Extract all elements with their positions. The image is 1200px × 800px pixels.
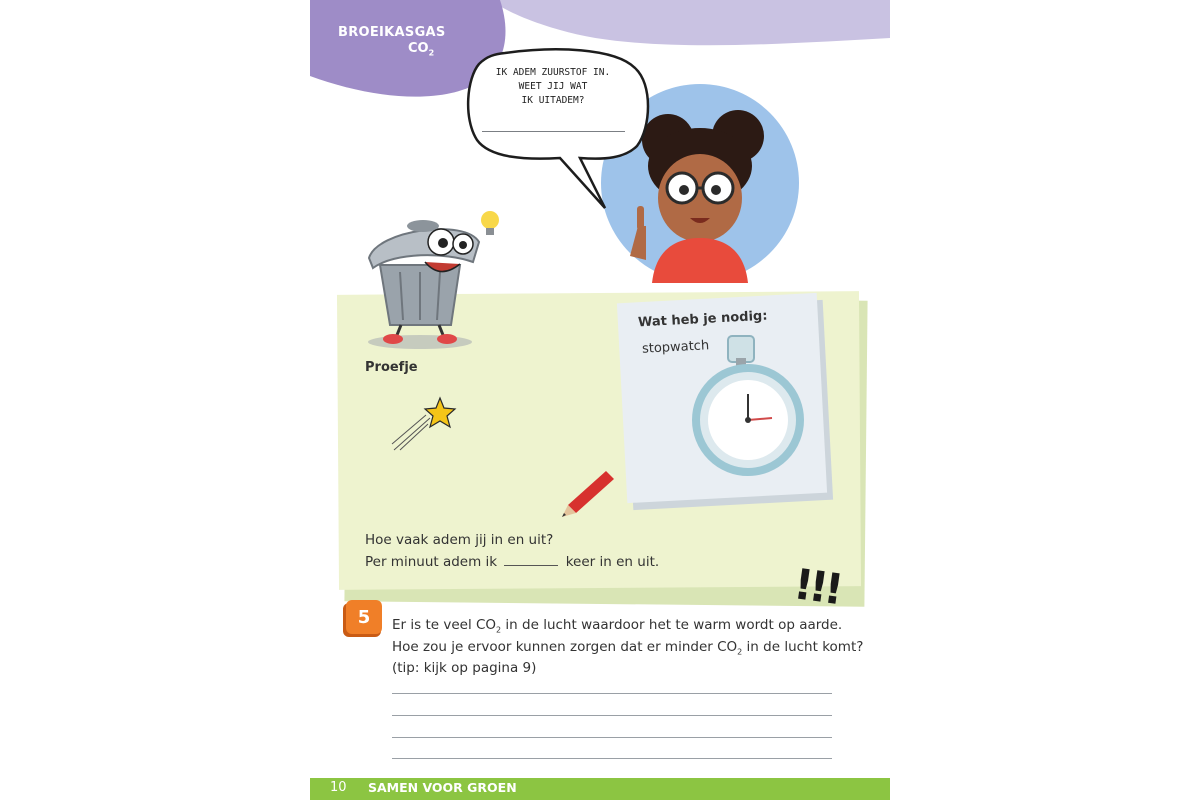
speech-line-3: IK UITADEM? — [521, 95, 585, 106]
answer-suffix: keer in en uit. — [565, 554, 660, 570]
answer-line-2[interactable] — [392, 715, 832, 716]
experiment-answer-row — [365, 554, 659, 570]
needs-item: stopwatch — [641, 338, 710, 357]
pencil-icon — [558, 465, 618, 520]
exclamation-marks: !!! — [790, 559, 843, 614]
header-title: BROEIKASGAS — [338, 25, 446, 40]
task-line-2: Hoe zou je ervoor kunnen zorgen dat er minder $CO_2$ in de lucht komt? — [392, 639, 864, 657]
breaths-answer-blank[interactable] — [504, 565, 558, 566]
task-line-1: Er is te veel $CO_2$ in de lucht waardoor het te warm wordt op aarde. — [392, 617, 843, 635]
stopwatch-icon — [690, 330, 810, 480]
speech-answer-line[interactable] — [482, 131, 625, 132]
task-number-badge: 5 — [346, 600, 382, 634]
star-icon — [390, 394, 460, 454]
answer-prefix: Per minuut adem ik — [365, 554, 498, 570]
experiment-question: Hoe vaak adem jij in en uit? — [365, 532, 554, 548]
footer-title: SAMEN VOOR GROEN — [368, 780, 517, 795]
speech-line-2: WEET JIJ WAT — [518, 81, 588, 92]
speech-line-1: IK ADEM ZUURSTOF IN. — [495, 67, 611, 78]
header-wave — [490, 0, 890, 45]
needs-title: Wat heb je nodig: — [637, 308, 768, 331]
task-hint: (tip: kijk op pagina 9) — [392, 660, 537, 676]
worksheet-page — [310, 0, 890, 800]
answer-line-4[interactable] — [392, 758, 832, 759]
experiment-label: Proefje — [365, 360, 418, 375]
header-formula: $CO_2$ — [408, 41, 435, 58]
trash-can-illustration — [355, 200, 505, 350]
answer-line-1[interactable] — [392, 693, 832, 694]
speech-bubble-text — [478, 66, 628, 108]
footer-page-number: 10 — [330, 780, 347, 795]
answer-line-3[interactable] — [392, 737, 832, 738]
